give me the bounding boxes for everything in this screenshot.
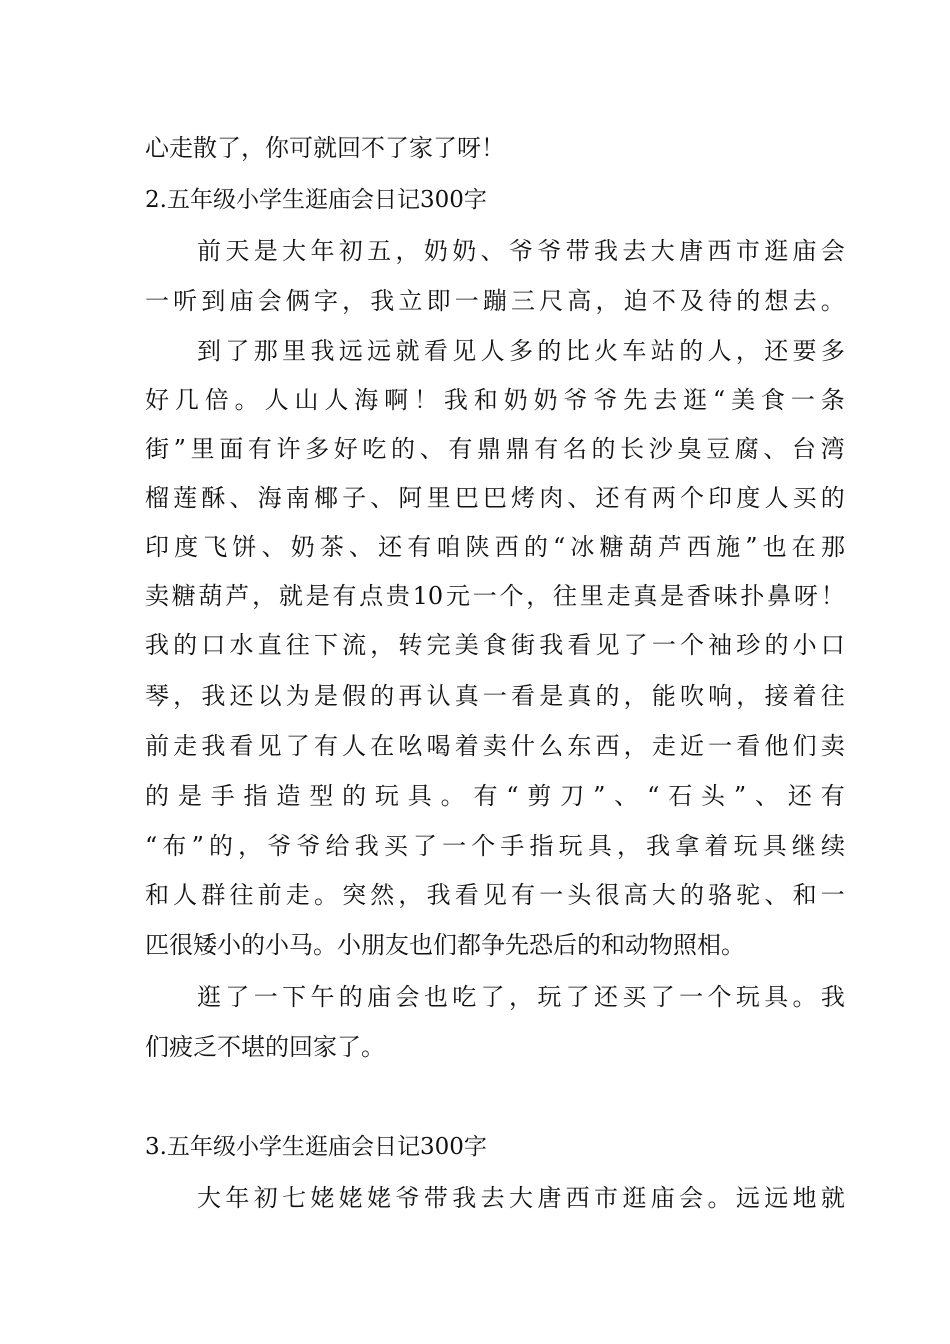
paragraph-line: “ 布 ” 的 ， 爷 爷 给 我 买 了 一 个 手 指 玩 具 ， 我 拿 着 玩 具 继 续 [145, 832, 845, 860]
section-heading: 3.五年级小学生逛庙会日记300字 [145, 1134, 487, 1160]
paragraph-line: 我 的 口 水 直 往 下 流 ， 转 完 美 食 街 我 看 见 了 一 个 袖 珍 的 小 口 [145, 631, 845, 659]
paragraph-line: 匹很矮小的小马。小朋友也们都争先恐后的和动物照相。 [145, 931, 745, 959]
paragraph-line: 前 天 是 大 年 初 五 ， 奶 奶 、 爷 爷 带 我 去 大 唐 西 市 逛 庙 会 [197, 237, 845, 265]
paragraph-line: 一 听 到 庙 会 俩 字 ， 我 立 即 一 蹦 三 尺 高 ， 迫 不 及 待 的 想 去 。 [145, 287, 845, 315]
paragraph-line: 和 人 群 往 前 走 。 突 然 ， 我 看 见 有 一 头 很 高 大 的 骆 驼 、 和 一 [145, 881, 845, 909]
text-line: 心走散了，你可就回不了家了呀！ [145, 134, 505, 162]
paragraph-line: 逛 了 一 下 午 的 庙 会 也 吃 了 ， 玩 了 还 买 了 一 个 玩 具 。 我 [197, 983, 845, 1011]
paragraph-line: 街 ” 里 面 有 许 多 好 吃 的 、 有 鼎 鼎 有 名 的 长 沙 臭 豆 腐 、 台 湾 [145, 435, 845, 463]
paragraph-line: 大 年 初 七 姥 姥 姥 爷 带 我 去 大 唐 西 市 逛 庙 会 。 远 远 地 就 [197, 1184, 845, 1212]
paragraph-line: 印 度 飞 饼 、 奶 茶 、 还 有 咱 陕 西 的 “ 冰 糖 葫 芦 西 施 ” 也 在 那 [145, 533, 845, 561]
paragraph-line: 前 走 我 看 见 了 有 人 在 吆 喝 着 卖 什 么 东 西 ， 走 近 一 看 他 们 卖 [145, 732, 845, 760]
paragraph-line: 卖 糖 葫 芦 ， 就 是 有 点 贵 10 元 一 个 ， 往 里 走 真 是 香 味 扑 鼻 呀 ！ [145, 582, 845, 610]
paragraph-line: 们疲乏不堪的回家了。 [145, 1033, 385, 1061]
paragraph-line: 琴 ， 我 还 以 为 是 假 的 再 认 真 一 看 是 真 的 ， 能 吹 响 ， 接 着 往 [145, 682, 845, 710]
paragraph-line: 榴 莲 酥 、 海 南 椰 子 、 阿 里 巴 巴 烤 肉 、 还 有 两 个 印 度 人 买 的 [145, 484, 845, 512]
paragraph-line: 到 了 那 里 我 远 远 就 看 见 人 多 的 比 火 车 站 的 人 ， 还 要 多 [197, 337, 845, 365]
paragraph-line: 好 几 倍 。 人 山 人 海 啊 ！ 我 和 奶 奶 爷 爷 先 去 逛 “ 美 食 一 条 [145, 386, 845, 414]
section-heading: 2.五年级小学生逛庙会日记300字 [145, 187, 487, 213]
paragraph-line: 的 是 手 指 造 型 的 玩 具 。 有 “ 剪 刀 ” 、 “ 石 头 ” 、 还 有 [145, 782, 845, 810]
